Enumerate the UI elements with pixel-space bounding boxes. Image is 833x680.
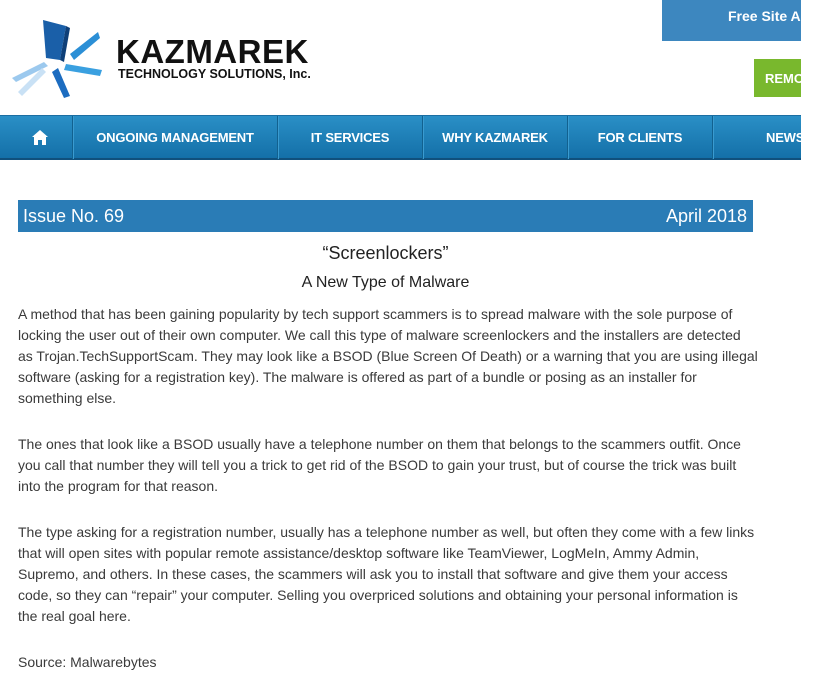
logo-name: KAZMAREK xyxy=(116,33,309,70)
article-source: Source: Malwarebytes xyxy=(18,654,157,670)
nav-why-kazmarek[interactable]: WHY KAZMAREK xyxy=(423,116,568,159)
article-subtitle: A New Type of Malware xyxy=(301,274,470,291)
site-header xyxy=(0,0,810,115)
main-nav xyxy=(0,115,805,160)
nav-home[interactable] xyxy=(8,116,73,159)
nav-it-services[interactable]: IT SERVICES xyxy=(278,116,423,159)
logo-tagline: TECHNOLOGY SOLUTIONS, Inc. xyxy=(118,67,311,81)
article-title: “Screenlockers” xyxy=(322,243,449,263)
home-icon xyxy=(32,130,48,145)
article-paragraph: A method that has been gaining popularity by tech support scammers is to spread malware with the sole purpose of locking the user out of their own computer. We call this type of malware screenlockers and the installers are detected as Trojan.TechSupportScam. They may look like a BSOD (Blue Screen Of Death) or a warning that you are using illegal software (asking for a registration key). The malware is offered as part of a bundle or posing as an installer for something else. xyxy=(18,306,758,406)
free-site-assessment-button[interactable]: Free Site An xyxy=(662,0,801,41)
nav-news[interactable]: NEWS xyxy=(713,116,833,159)
issue-date: April 2018 xyxy=(665,205,747,226)
issue-bar xyxy=(18,200,753,232)
remote-support-button[interactable]: REMO xyxy=(754,59,801,97)
article-paragraph: The ones that look like a BSOD usually have a telephone number on them that belongs to the scammers outfit. Once you call that number they will tell you a trick to get rid of the BSOD to gain your trust, but of course the trick was built into the program for that reason. xyxy=(18,436,741,494)
nav-for-clients[interactable]: FOR CLIENTS xyxy=(568,116,713,159)
nav-ongoing-management[interactable]: ONGOING MANAGEMENT xyxy=(73,116,278,159)
kazmarek-logo-mark-icon xyxy=(8,18,112,100)
company-logo[interactable] xyxy=(8,18,328,100)
issue-number: Issue No. 69 xyxy=(23,205,125,226)
article-paragraph: The type asking for a registration number, usually has a telephone number as well, but often they come with a few links that will open sites with popular remote assistance/desktop software like TeamViewer, LogMeIn, Ammy Admin, Supremo, and others. In these cases, the scammers will ask you to install that software and give them your access code, so they can “repair” your computer. Selling you overpriced solutions and obtaining your personal information is the real goal here. xyxy=(18,524,755,624)
